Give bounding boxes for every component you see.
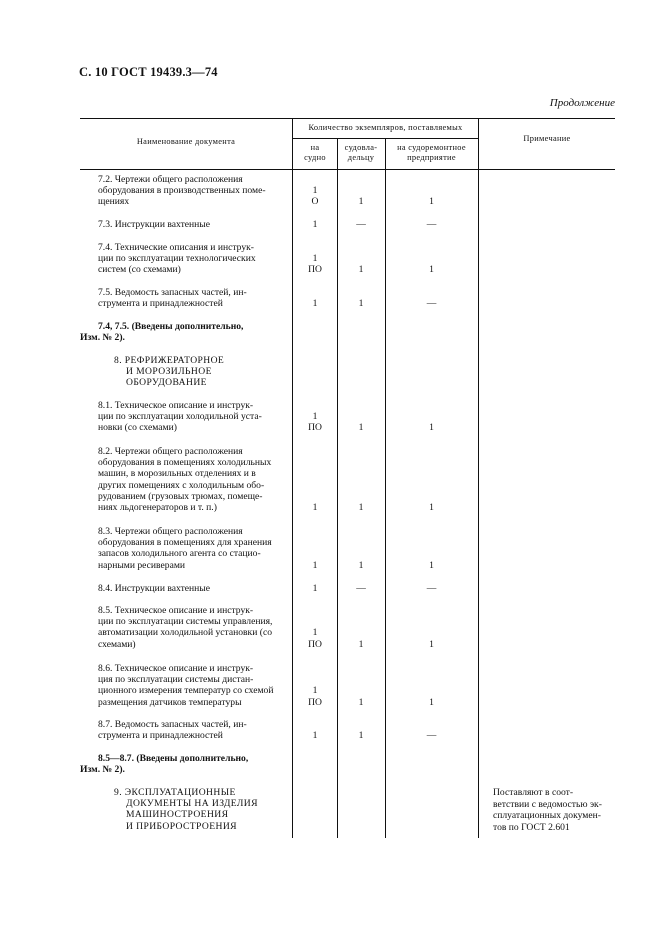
document-name: 7.5. Ведомость запасных частей, ин- струмента и принадлежностей bbox=[98, 287, 247, 310]
header-note: Примечание bbox=[523, 134, 571, 143]
shipowner-count: 1 bbox=[358, 502, 364, 513]
header-ship: на судно bbox=[304, 143, 326, 162]
shipowner-count: 1 bbox=[358, 559, 364, 571]
repair-count: 1 bbox=[429, 696, 434, 708]
ship-count: 1 ПО bbox=[308, 685, 322, 708]
section-title: 9. ЭКСПЛУАТАЦИОННЫЕ ДОКУМЕНТЫ НА ИЗДЕЛИЯ МАШИНОСТРОЕНИЯ И ПРИБОРОСТРОЕНИЯ bbox=[114, 787, 258, 832]
ship-count: 1 bbox=[312, 559, 318, 571]
ship-count: 1 ПО bbox=[308, 411, 322, 434]
table-top-border bbox=[80, 118, 615, 119]
document-name: 8.7. Ведомость запасных частей, ин- струмента и принадлежностей bbox=[98, 719, 247, 742]
document-name: 8.3. Чертежи общего расположения оборудования в помещениях для хранения запасов холодильного агента со стацио- нарными ресиверами bbox=[98, 526, 272, 571]
document-name: 7.3. Инструкции вахтенные bbox=[98, 219, 210, 230]
ship-count: 1 bbox=[312, 502, 318, 513]
shipowner-count: — bbox=[356, 583, 366, 594]
ship-count: 1 bbox=[312, 730, 318, 742]
ship-count: 1 ПО bbox=[308, 627, 322, 650]
document-name: 8.5. Техническое описание и инструк- ции по эксплуатации системы управления, автоматизации холодильной установки (со схемами) bbox=[98, 605, 273, 650]
header-quantity: Количество экземпляров, поставляемых bbox=[308, 123, 463, 132]
document-name: 7.4. Технические описания и инструк- ции по эксплуатации технологических систем (со схемами) bbox=[98, 242, 256, 276]
column-divider bbox=[478, 118, 479, 838]
repair-count: 1 bbox=[429, 559, 434, 571]
ship-count: 1 bbox=[312, 583, 318, 594]
section-title: 8. РЕФРИЖЕРАТОРНОЕ И МОРОЗИЛЬНОЕ ОБОРУДОВАНИЕ bbox=[114, 355, 225, 389]
document-name: 8.4. Инструкции вахтенные bbox=[98, 583, 210, 594]
document-name: 8.2. Чертежи общего расположения оборудования в помещениях холодильных машин, в морозильных отделениях и в других помещениях с холодильным обо- рудованием (грузовых трюмах, помеще- ниях льдогенераторов и т. п.) bbox=[98, 446, 272, 514]
document-name: 8.1. Техническое описание и инструк- ции по эксплуатации холодильной уста- новки (со схемами) bbox=[98, 400, 262, 434]
ship-count: 1 ПО bbox=[308, 253, 322, 276]
repair-count: 1 bbox=[429, 638, 434, 650]
header-document-name: Наименование документа bbox=[136, 137, 236, 146]
header-shipowner: судовла- дельцу bbox=[344, 143, 378, 162]
continuation-label: Продолжение bbox=[549, 97, 615, 109]
shipowner-count: 1 bbox=[358, 264, 364, 276]
repair-count: 1 bbox=[429, 502, 434, 513]
ship-count: 1 bbox=[312, 298, 318, 310]
repair-count: — bbox=[426, 298, 437, 310]
repair-count: 1 bbox=[429, 264, 434, 276]
repair-count: — bbox=[426, 219, 437, 230]
repair-count: 1 bbox=[429, 422, 434, 434]
document-name: 8.5—8.7. (Введены дополнительно, Изм. № 2). bbox=[80, 753, 249, 776]
shipowner-count: 1 bbox=[358, 422, 364, 434]
page-header: С. 10 ГОСТ 19439.3—74 bbox=[79, 65, 218, 79]
shipowner-count: 1 bbox=[358, 696, 364, 708]
shipowner-count: 1 bbox=[358, 638, 364, 650]
shipowner-count: 1 bbox=[358, 196, 364, 208]
document-name: 7.2. Чертежи общего расположения оборудования в производственных поме- щениях bbox=[98, 174, 266, 208]
repair-count: — bbox=[426, 583, 437, 594]
ship-count: 1 bbox=[312, 219, 318, 230]
repair-count: 1 bbox=[429, 196, 434, 208]
document-name: 8.6. Техническое описание и инструк- ция по эксплуатации системы дистан- ционного измерения температур со схемой размещения датчиков температуры bbox=[98, 663, 274, 708]
shipowner-count: 1 bbox=[358, 298, 364, 310]
document-name: 7.4, 7.5. (Введены дополнительно, Изм. № 2). bbox=[80, 321, 244, 344]
header-repair-enterprise: на судоремонтное предприятие bbox=[397, 143, 466, 162]
ship-count: 1 О bbox=[311, 185, 319, 208]
header-bottom-border bbox=[80, 169, 615, 170]
shipowner-count: — bbox=[356, 219, 366, 230]
repair-count: — bbox=[426, 730, 437, 742]
shipowner-count: 1 bbox=[358, 730, 364, 742]
note-text: Поставляют в соот- ветствии с ведомостью эк- сплуатационных докумен- тов по ГОСТ 2.601 bbox=[493, 787, 602, 833]
